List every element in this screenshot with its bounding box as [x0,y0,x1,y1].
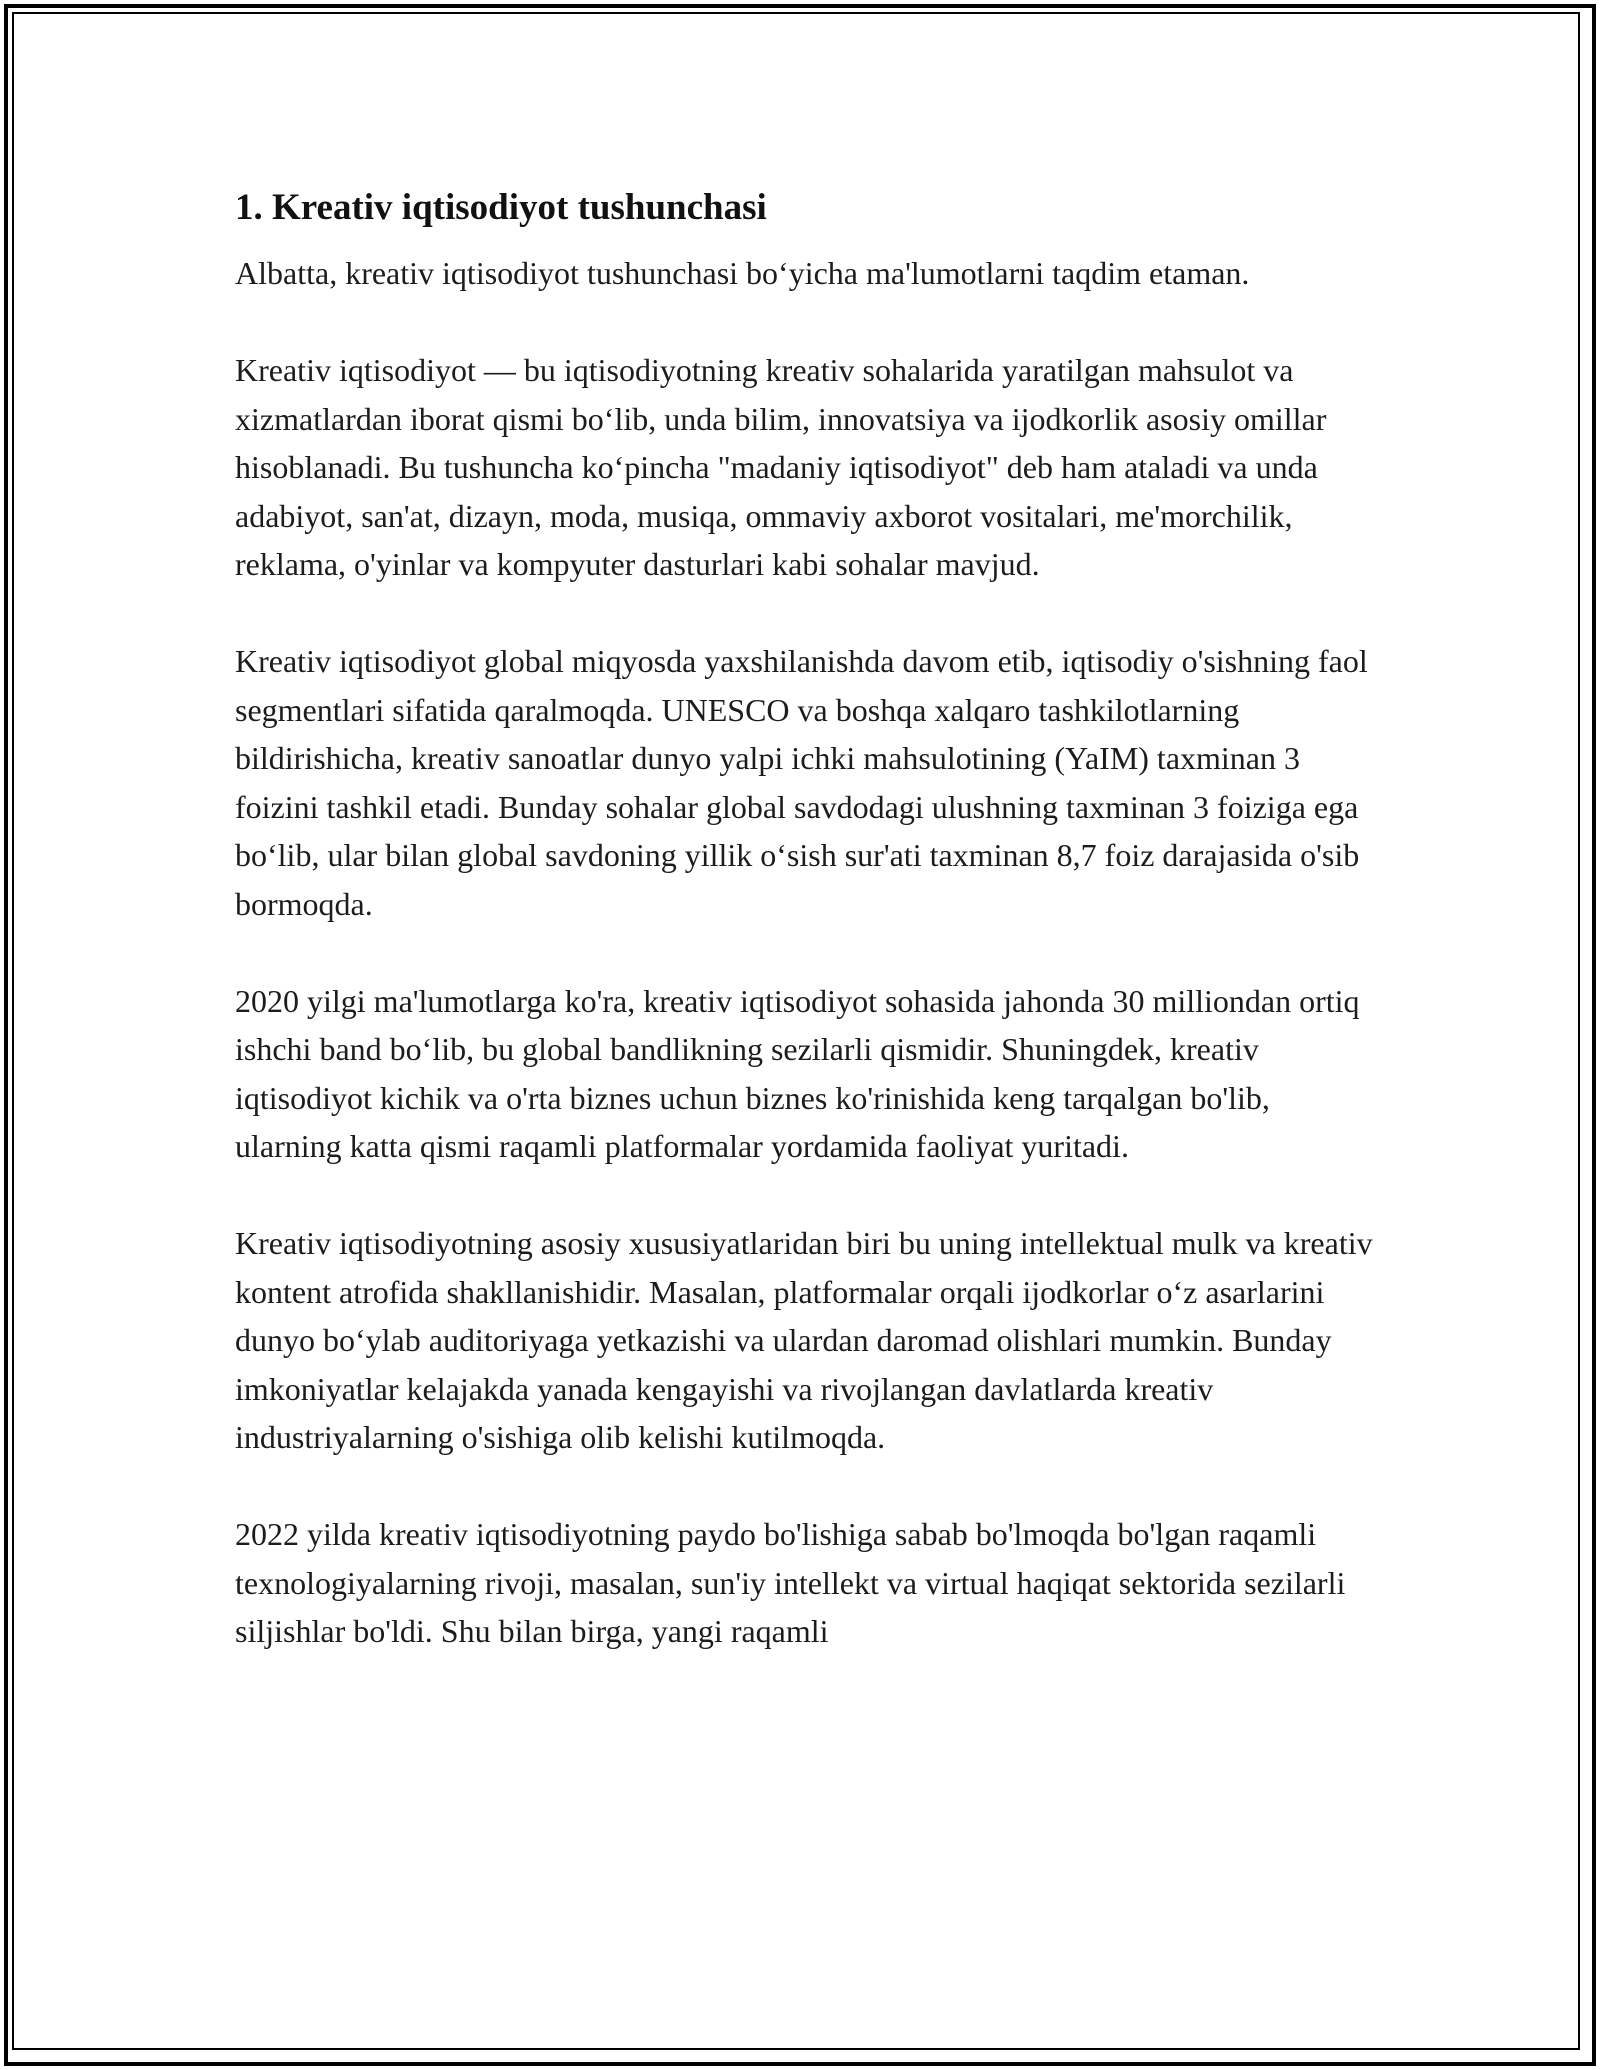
paragraph-intro: Albatta, kreativ iqtisodiyot tushunchasi bo‘yicha ma'lumotlarni taqdim etaman. [235,255,1250,291]
paragraph-technology-2022: 2022 yilda kreativ iqtisodiyotning paydo bo'lishiga sabab bo'lmoqda bo'lgan raqamli texnologiyalarning rivoji, masalan, sun'iy intellekt va virtual haqiqat sektorida sezilarli siljishlar bo'ldi. Shu bilan birga, yangi raqamli [235,1516,1346,1649]
paragraph-global-growth: Kreativ iqtisodiyot global miqyosda yaxshilanishda davom etib, iqtisodiy o'sishning faol segmentlari sifatida qaralmoqda. UNESCO va boshqa xalqaro tashkilotlarning bildirishicha, kreativ sanoatlar dunyo yalpi ichki mahsulotining (YaIM) taxminan 3 foizini tashkil etadi. Bunday sohalar global savdodagi ulushning taxminan 3 foiziga ega bo‘lib, ular bilan global savdoning yillik o‘sish sur'ati taxminan 8,7 foiz darajasida o'sib bormoqda. [235,643,1368,922]
paragraph-employment-2020: 2020 yilgi ma'lumotlarga ko'ra, kreativ iqtisodiyot sohasida jahonda 30 milliondan ortiq ishchi band bo‘lib, bu global bandlikning sezilarli qismidir. Shuningdek, kreativ iqtisodiyot kichik va o'rta biznes uchun biznes ko'rinishida keng tarqalgan bo'lib, ularning katta qismi raqamli platformalar yordamida faoliyat yuritadi. [235,982,1360,1164]
paragraph-definition: Kreativ iqtisodiyot — bu iqtisodiyotning kreativ sohalarida yaratilgan mahsulot va xizmatlardan iborat qismi bo‘lib, unda bilim, innovatsiya va ijodkorlik asosiy omillar hisoblanadi. Bu tushuncha ko‘pincha "madaniy iqtisodiyot" deb ham ataladi va unda adabiyot, san'at, dizayn, moda, musiqa, ommaviy axborot vositalari, me'morchilik, reklama, o'yinlar va kompyuter dasturlari kabi sohalar mavjud. [235,352,1327,582]
document-body [235,185,1375,1704]
section-heading: 1. Kreativ iqtisodiyot tushunchasi [235,187,767,228]
paragraph-intellectual-property: Kreativ iqtisodiyotning asosiy xususiyatlaridan biri bu uning intellektual mulk va kreativ kontent atrofida shakllanishidir. Masalan, platformalar orqali ijodkorlar o‘z asarlarini dunyo bo‘ylab auditoriyaga yetkazishi va ulardan daromad olishlari mumkin. Bunday imkoniyatlar kelajakda yanada kengayishi va rivojlangan davlatlarda kreativ industriyalarning o'sishiga olib kelishi kutilmoqda. [235,1225,1373,1455]
